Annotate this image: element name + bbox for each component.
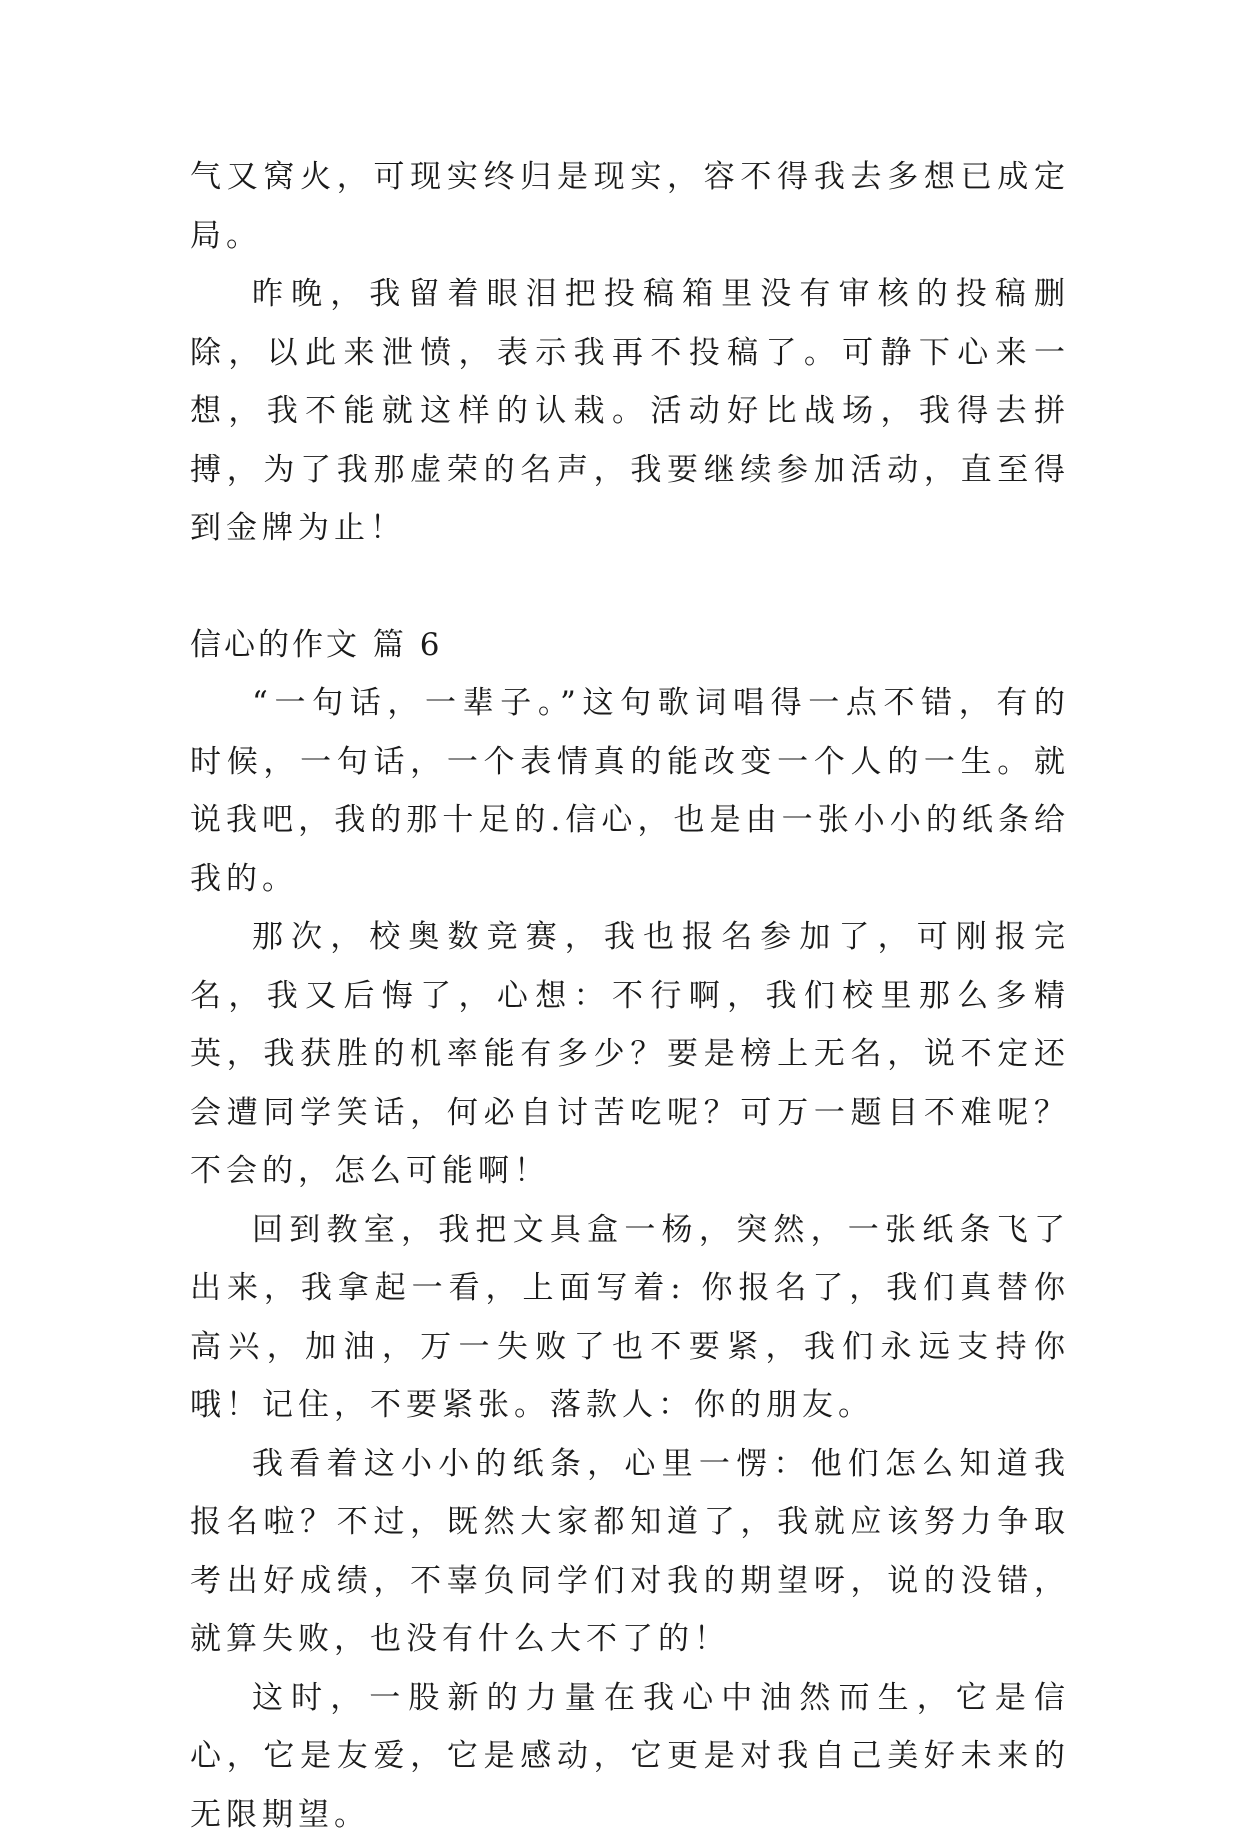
paragraph: 那次，校奥数竞赛，我也报名参加了，可刚报完名，我又后悔了，心想：不行啊，我们校里那么多精英，我获胜的机率能有多少？要是榜上无名，说不定还会遭同学笑话，何必自讨苦吃呢？可万一题目不难呢？不会的，怎么可能啊！ (190, 908, 1070, 1201)
document-page (190, 148, 1070, 1844)
paragraph: 这时，一股新的力量在我心中油然而生，它是信心，它是友爱，它是感动，它更是对我自己美好未来的无限期望。 (190, 1669, 1070, 1844)
paragraph: 我看着这小小的纸条，心里一愣：他们怎么知道我报名啦？不过，既然大家都知道了，我就应该努力争取考出好成绩，不辜负同学们对我的期望呀，说的没错，就算失败，也没有什么大不了的！ (190, 1435, 1070, 1669)
paragraph: 回到教室，我把文具盒一杨，突然，一张纸条飞了出来，我拿起一看，上面写着: 你报名了，我们真替你高兴，加油，万一失败了也不要紧，我们永远支持你哦！记住，不要紧张。落款人：你的朋友。 (190, 1201, 1070, 1435)
paragraph: 昨晚，我留着眼泪把投稿箱里没有审核的投稿删除，以此来泄愤，表示我再不投稿了。可静下心来一想，我不能就这样的认栽。活动好比战场，我得去拼搏，为了我那虚荣的名声，我要继续参加活动，直至得到金牌为止！ (190, 265, 1070, 558)
paragraph-continuation: 气又窝火，可现实终归是现实，容不得我去多想已成定局。 (190, 148, 1070, 265)
paragraph: “一句话，一辈子。”这句歌词唱得一点不错，有的时候，一句话，一个表情真的能改变一个人的一生。就说我吧，我的那十足的.信心，也是由一张小小的纸条给我的。 (190, 674, 1070, 908)
section-heading: 信心的作文 篇 6 (190, 616, 1070, 675)
